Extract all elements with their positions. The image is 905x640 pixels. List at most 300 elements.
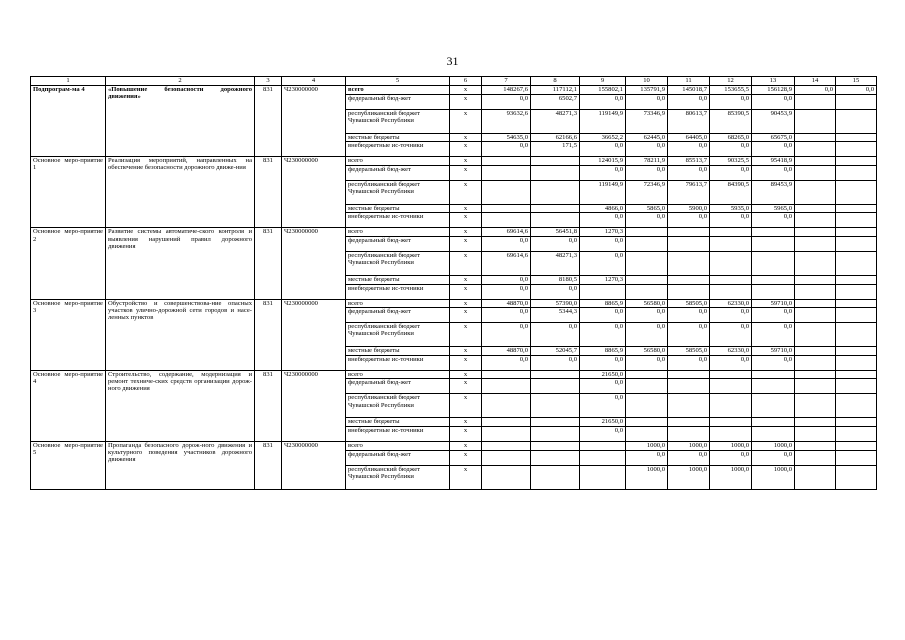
value-cell: 0,0 [531, 323, 580, 347]
value-cell [795, 370, 836, 379]
funding-source-cell: внебюджетные ис-точники [346, 426, 450, 441]
header-cell: 9 [580, 77, 626, 86]
value-cell: 0,0 [668, 308, 710, 323]
funding-source-cell: местные бюджеты [346, 418, 450, 427]
value-cell [836, 94, 877, 109]
value-cell: 0,0 [626, 94, 668, 109]
value-cell [482, 204, 531, 213]
value-cell [668, 284, 710, 299]
value-cell [795, 236, 836, 251]
value-cell [482, 394, 531, 418]
table-row [31, 441, 877, 450]
value-cell [795, 213, 836, 228]
x-cell: x [450, 180, 482, 204]
value-cell [752, 379, 795, 394]
program-name-cell: Реализация мероприятий, направленных на обеспечение безопасности дорожного движе-ния [106, 157, 255, 228]
x-cell: x [450, 426, 482, 441]
value-cell [752, 426, 795, 441]
value-cell: 1270,3 [580, 228, 626, 237]
value-cell: 8180,5 [531, 275, 580, 284]
value-cell [580, 441, 626, 450]
value-cell: 62330,0 [710, 347, 752, 356]
value-cell [795, 275, 836, 284]
header-cell: 10 [626, 77, 668, 86]
value-cell [752, 228, 795, 237]
budget-code-cell: Ч230000000 [282, 228, 346, 299]
funding-source-cell: республиканский бюджет Чувашской Республики [346, 180, 450, 204]
value-cell: 0,0 [626, 308, 668, 323]
value-cell: 0,0 [626, 355, 668, 370]
funding-source-cell: федеральный бюд-жет [346, 308, 450, 323]
value-cell: 48271,3 [531, 251, 580, 275]
program-cell: Основное меро-приятие 5 [31, 441, 106, 489]
value-cell [580, 465, 626, 489]
header-cell: 13 [752, 77, 795, 86]
value-cell: 0,0 [710, 165, 752, 180]
value-cell: 0,0 [626, 450, 668, 465]
value-cell: 68265,0 [710, 133, 752, 142]
value-cell [795, 355, 836, 370]
program-cell: Основное меро-приятие 3 [31, 299, 106, 370]
value-cell: 0,0 [482, 142, 531, 157]
x-cell: x [450, 347, 482, 356]
value-cell [668, 236, 710, 251]
value-cell: 148267,6 [482, 86, 531, 95]
value-cell: 0,0 [752, 213, 795, 228]
value-cell: 56580,0 [626, 299, 668, 308]
value-cell [668, 379, 710, 394]
value-cell [710, 236, 752, 251]
value-cell: 1000,0 [710, 441, 752, 450]
value-cell: 0,0 [752, 142, 795, 157]
program-cell: Подпрограм-ма 4 [31, 86, 106, 157]
value-cell [836, 133, 877, 142]
value-cell [531, 441, 580, 450]
value-cell [752, 251, 795, 275]
funding-source-cell: внебюджетные ис-точники [346, 213, 450, 228]
value-cell: 0,0 [580, 355, 626, 370]
executor-code-cell: 831 [255, 228, 282, 299]
value-cell [836, 465, 877, 489]
value-cell: 0,0 [668, 323, 710, 347]
value-cell: 78211,9 [626, 157, 668, 166]
value-cell: 0,0 [752, 94, 795, 109]
value-cell [482, 213, 531, 228]
value-cell [836, 180, 877, 204]
value-cell [795, 418, 836, 427]
program-name-cell: Пропаганда безопасного дорож-ного движения и культурного поведения участников дорожного движения [106, 441, 255, 489]
funding-source-cell: местные бюджеты [346, 275, 450, 284]
x-cell: x [450, 418, 482, 427]
funding-source-cell: внебюджетные ис-точники [346, 284, 450, 299]
funding-source-cell: местные бюджеты [346, 133, 450, 142]
value-cell: 59710,0 [752, 299, 795, 308]
value-cell: 0,0 [482, 284, 531, 299]
x-cell: x [450, 299, 482, 308]
value-cell [836, 394, 877, 418]
program-name-cell: Развитие системы автоматиче-ского контроля и выявления нарушений правил дорожного движения [106, 228, 255, 299]
value-cell: 90453,9 [752, 109, 795, 133]
value-cell: 0,0 [668, 165, 710, 180]
value-cell: 62445,0 [626, 133, 668, 142]
table-row [31, 228, 877, 237]
funding-source-cell: всего [346, 157, 450, 166]
value-cell: 0,0 [626, 323, 668, 347]
value-cell [795, 109, 836, 133]
x-cell: x [450, 441, 482, 450]
program-name-cell: Строительство, содержание, модернизация и ремонт техниче-ских средств организации дорож-ного движения [106, 370, 255, 441]
value-cell [531, 394, 580, 418]
x-cell: x [450, 142, 482, 157]
value-cell [836, 418, 877, 427]
value-cell [795, 299, 836, 308]
funding-source-cell: федеральный бюд-жет [346, 450, 450, 465]
executor-code-cell: 831 [255, 86, 282, 157]
value-cell: 62330,0 [710, 299, 752, 308]
value-cell [795, 251, 836, 275]
value-cell [752, 236, 795, 251]
funding-source-cell: федеральный бюд-жет [346, 379, 450, 394]
value-cell [626, 284, 668, 299]
value-cell [836, 441, 877, 450]
value-cell: 0,0 [580, 379, 626, 394]
value-cell: 0,0 [626, 165, 668, 180]
program-cell: Основное меро-приятие 1 [31, 157, 106, 228]
value-cell: 0,0 [668, 94, 710, 109]
value-cell [580, 284, 626, 299]
value-cell [626, 394, 668, 418]
value-cell [531, 213, 580, 228]
value-cell: 5900,0 [668, 204, 710, 213]
value-cell [752, 370, 795, 379]
value-cell: 0,0 [580, 308, 626, 323]
value-cell: 0,0 [531, 284, 580, 299]
value-cell [482, 450, 531, 465]
value-cell [795, 204, 836, 213]
value-cell [531, 418, 580, 427]
value-cell: 1000,0 [752, 441, 795, 450]
value-cell: 0,0 [580, 236, 626, 251]
value-cell [531, 370, 580, 379]
value-cell [752, 394, 795, 418]
x-cell: x [450, 165, 482, 180]
value-cell: 0,0 [668, 213, 710, 228]
value-cell: 62166,6 [531, 133, 580, 142]
x-cell: x [450, 370, 482, 379]
value-cell [836, 347, 877, 356]
header-cell: 7 [482, 77, 531, 86]
funding-source-cell: республиканский бюджет Чувашской Республики [346, 323, 450, 347]
funding-source-cell: республиканский бюджет Чувашской Республики [346, 394, 450, 418]
value-cell [626, 228, 668, 237]
x-cell: x [450, 275, 482, 284]
value-cell: 0,0 [580, 165, 626, 180]
value-cell [668, 426, 710, 441]
x-cell: x [450, 204, 482, 213]
value-cell: 0,0 [531, 236, 580, 251]
funding-source-cell: республиканский бюджет Чувашской Республики [346, 251, 450, 275]
value-cell: 95418,9 [752, 157, 795, 166]
value-cell: 0,0 [482, 323, 531, 347]
value-cell [836, 450, 877, 465]
value-cell [710, 394, 752, 418]
value-cell [752, 418, 795, 427]
value-cell: 0,0 [531, 355, 580, 370]
value-cell [795, 347, 836, 356]
value-cell [482, 180, 531, 204]
table-row [31, 86, 877, 95]
value-cell: 119149,9 [580, 180, 626, 204]
value-cell: 79613,7 [668, 180, 710, 204]
value-cell: 56580,0 [626, 347, 668, 356]
value-cell [482, 426, 531, 441]
value-cell [795, 180, 836, 204]
value-cell: 89453,9 [752, 180, 795, 204]
program-cell: Основное меро-приятие 2 [31, 228, 106, 299]
value-cell [482, 165, 531, 180]
value-cell [795, 157, 836, 166]
value-cell [580, 450, 626, 465]
value-cell [795, 379, 836, 394]
value-cell [836, 228, 877, 237]
value-cell [795, 133, 836, 142]
value-cell: 0,0 [795, 86, 836, 95]
value-cell: 145018,7 [668, 86, 710, 95]
value-cell [668, 228, 710, 237]
value-cell [836, 236, 877, 251]
value-cell [626, 275, 668, 284]
header-cell: 6 [450, 77, 482, 86]
value-cell: 0,0 [668, 142, 710, 157]
value-cell: 0,0 [626, 213, 668, 228]
value-cell [482, 157, 531, 166]
x-cell: x [450, 465, 482, 489]
program-cell: Основное меро-приятие 4 [31, 370, 106, 441]
value-cell: 8865,9 [580, 299, 626, 308]
x-cell: x [450, 355, 482, 370]
value-cell: 0,0 [836, 86, 877, 95]
table-row [31, 370, 877, 379]
value-cell [836, 379, 877, 394]
header-cell: 3 [255, 77, 282, 86]
value-cell [836, 213, 877, 228]
header-cell: 11 [668, 77, 710, 86]
value-cell: 0,0 [580, 142, 626, 157]
header-cell: 1 [31, 77, 106, 86]
value-cell: 58505,0 [668, 299, 710, 308]
header-cell: 15 [836, 77, 877, 86]
funding-source-cell: республиканский бюджет Чувашской Республики [346, 465, 450, 489]
value-cell [795, 94, 836, 109]
budget-code-cell: Ч230000000 [282, 299, 346, 370]
x-cell: x [450, 213, 482, 228]
funding-source-cell: всего [346, 228, 450, 237]
value-cell [836, 370, 877, 379]
funding-source-cell: федеральный бюд-жет [346, 94, 450, 109]
value-cell [531, 379, 580, 394]
table-row [31, 157, 877, 166]
value-cell: 73346,9 [626, 109, 668, 133]
value-cell [795, 441, 836, 450]
value-cell [710, 418, 752, 427]
value-cell: 0,0 [668, 450, 710, 465]
header-cell: 4 [282, 77, 346, 86]
value-cell: 6502,7 [531, 94, 580, 109]
value-cell: 0,0 [482, 94, 531, 109]
value-cell [626, 370, 668, 379]
value-cell: 171,5 [531, 142, 580, 157]
value-cell [482, 370, 531, 379]
value-cell: 155802,1 [580, 86, 626, 95]
value-cell [710, 426, 752, 441]
value-cell [795, 323, 836, 347]
value-cell: 0,0 [710, 323, 752, 347]
value-cell [836, 355, 877, 370]
value-cell: 0,0 [580, 394, 626, 418]
value-cell: 65675,0 [752, 133, 795, 142]
value-cell [531, 157, 580, 166]
value-cell [752, 275, 795, 284]
value-cell: 1000,0 [668, 441, 710, 450]
value-cell: 117112,1 [531, 86, 580, 95]
value-cell [710, 251, 752, 275]
value-cell [531, 204, 580, 213]
value-cell: 69614,6 [482, 251, 531, 275]
value-cell [668, 394, 710, 418]
value-cell [795, 165, 836, 180]
value-cell [531, 465, 580, 489]
header-cell: 2 [106, 77, 255, 86]
value-cell [836, 109, 877, 133]
value-cell: 21650,0 [580, 370, 626, 379]
value-cell [795, 465, 836, 489]
value-cell: 5935,0 [710, 204, 752, 213]
value-cell: 0,0 [752, 308, 795, 323]
value-cell: 80613,7 [668, 109, 710, 133]
funding-source-cell: всего [346, 370, 450, 379]
value-cell: 0,0 [482, 308, 531, 323]
value-cell: 59710,0 [752, 347, 795, 356]
value-cell: 0,0 [710, 355, 752, 370]
x-cell: x [450, 323, 482, 347]
value-cell [710, 228, 752, 237]
value-cell: 0,0 [482, 236, 531, 251]
header-cell: 14 [795, 77, 836, 86]
value-cell: 156128,9 [752, 86, 795, 95]
value-cell: 1000,0 [752, 465, 795, 489]
value-cell: 48870,0 [482, 347, 531, 356]
header-cell: 12 [710, 77, 752, 86]
x-cell: x [450, 86, 482, 95]
x-cell: x [450, 94, 482, 109]
value-cell: 0,0 [580, 251, 626, 275]
funding-source-cell: федеральный бюд-жет [346, 236, 450, 251]
value-cell [795, 284, 836, 299]
x-cell: x [450, 450, 482, 465]
x-cell: x [450, 236, 482, 251]
value-cell [482, 379, 531, 394]
value-cell [836, 251, 877, 275]
value-cell [710, 379, 752, 394]
funding-source-cell: внебюджетные ис-точники [346, 355, 450, 370]
value-cell [482, 465, 531, 489]
value-cell: 48870,0 [482, 299, 531, 308]
funding-source-cell: всего [346, 441, 450, 450]
x-cell: x [450, 308, 482, 323]
value-cell [795, 426, 836, 441]
value-cell: 119149,9 [580, 109, 626, 133]
value-cell: 0,0 [710, 142, 752, 157]
value-cell [836, 157, 877, 166]
value-cell [836, 323, 877, 347]
x-cell: x [450, 284, 482, 299]
value-cell: 0,0 [668, 355, 710, 370]
budget-code-cell: Ч230000000 [282, 370, 346, 441]
value-cell: 0,0 [710, 94, 752, 109]
x-cell: x [450, 394, 482, 418]
budget-code-cell: Ч230000000 [282, 157, 346, 228]
executor-code-cell: 831 [255, 299, 282, 370]
value-cell [626, 418, 668, 427]
value-cell: 0,0 [580, 323, 626, 347]
executor-code-cell: 831 [255, 441, 282, 489]
value-cell [668, 275, 710, 284]
value-cell: 0,0 [710, 308, 752, 323]
value-cell [752, 284, 795, 299]
value-cell [836, 204, 877, 213]
value-cell: 4866,0 [580, 204, 626, 213]
x-cell: x [450, 379, 482, 394]
x-cell: x [450, 133, 482, 142]
value-cell: 84390,5 [710, 180, 752, 204]
value-cell: 57390,0 [531, 299, 580, 308]
value-cell: 85390,5 [710, 109, 752, 133]
value-cell: 54635,0 [482, 133, 531, 142]
value-cell [531, 450, 580, 465]
value-cell: 0,0 [710, 213, 752, 228]
value-cell [531, 426, 580, 441]
value-cell: 72346,9 [626, 180, 668, 204]
value-cell [710, 275, 752, 284]
funding-source-cell: республиканский бюджет Чувашской Республики [346, 109, 450, 133]
value-cell: 0,0 [752, 323, 795, 347]
value-cell: 1000,0 [626, 441, 668, 450]
value-cell [710, 370, 752, 379]
value-cell [482, 441, 531, 450]
value-cell [795, 142, 836, 157]
value-cell: 153655,5 [710, 86, 752, 95]
header-cell: 5 [346, 77, 450, 86]
value-cell: 1000,0 [626, 465, 668, 489]
x-cell: x [450, 228, 482, 237]
value-cell [836, 142, 877, 157]
value-cell [668, 418, 710, 427]
x-cell: x [450, 157, 482, 166]
value-cell: 5865,0 [626, 204, 668, 213]
value-cell [668, 251, 710, 275]
value-cell: 21650,0 [580, 418, 626, 427]
value-cell: 0,0 [482, 275, 531, 284]
value-cell: 56451,8 [531, 228, 580, 237]
funding-source-cell: всего [346, 86, 450, 95]
value-cell: 85513,7 [668, 157, 710, 166]
budget-table [30, 76, 877, 490]
value-cell [531, 180, 580, 204]
value-cell [795, 450, 836, 465]
value-cell: 1000,0 [668, 465, 710, 489]
page-number: 31 [446, 54, 459, 68]
value-cell [626, 379, 668, 394]
